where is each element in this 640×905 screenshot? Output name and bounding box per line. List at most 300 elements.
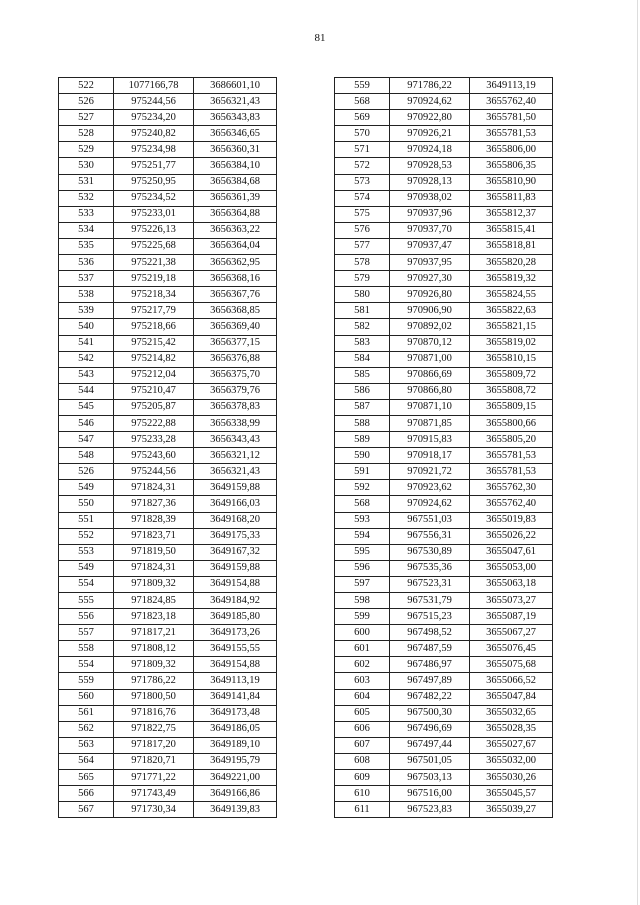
y-coordinate-cell: 3649175,33 bbox=[194, 528, 277, 544]
table-row bbox=[59, 448, 277, 464]
y-coordinate-cell: 3655063,18 bbox=[470, 576, 553, 592]
point-number-cell: 563 bbox=[59, 737, 114, 753]
table-row bbox=[59, 673, 277, 689]
table-row bbox=[335, 351, 553, 367]
y-coordinate-cell: 3655781,53 bbox=[470, 126, 553, 142]
y-coordinate-cell: 3655039,27 bbox=[470, 802, 553, 818]
x-coordinate-cell: 975217,79 bbox=[114, 303, 194, 319]
point-number-cell: 585 bbox=[335, 367, 390, 383]
table-row bbox=[335, 432, 553, 448]
y-coordinate-cell: 3649166,86 bbox=[194, 786, 277, 802]
point-number-cell: 548 bbox=[59, 448, 114, 464]
y-coordinate-cell: 3655073,27 bbox=[470, 593, 553, 609]
point-number-cell: 541 bbox=[59, 335, 114, 351]
page-number: 81 bbox=[314, 32, 326, 44]
table-row bbox=[335, 383, 553, 399]
point-number-cell: 537 bbox=[59, 271, 114, 287]
y-coordinate-cell: 3655819,02 bbox=[470, 335, 553, 351]
y-coordinate-cell: 3655806,35 bbox=[470, 158, 553, 174]
y-coordinate-cell: 3655032,00 bbox=[470, 753, 553, 769]
y-coordinate-cell: 3655019,83 bbox=[470, 512, 553, 528]
table-row bbox=[335, 528, 553, 544]
x-coordinate-cell: 971820,71 bbox=[114, 753, 194, 769]
y-coordinate-cell: 3655781,53 bbox=[470, 464, 553, 480]
y-coordinate-cell: 3656321,43 bbox=[194, 94, 277, 110]
y-coordinate-cell: 3649113,19 bbox=[194, 673, 277, 689]
x-coordinate-cell: 971817,21 bbox=[114, 625, 194, 641]
table-row bbox=[335, 721, 553, 737]
point-number-cell: 603 bbox=[335, 673, 390, 689]
coordinates-table-right bbox=[334, 77, 553, 818]
point-number-cell: 575 bbox=[335, 206, 390, 222]
y-coordinate-cell: 3655815,41 bbox=[470, 222, 553, 238]
x-coordinate-cell: 971823,71 bbox=[114, 528, 194, 544]
x-coordinate-cell: 975218,66 bbox=[114, 319, 194, 335]
y-coordinate-cell: 3656369,40 bbox=[194, 319, 277, 335]
x-coordinate-cell: 975222,88 bbox=[114, 415, 194, 431]
point-number-cell: 530 bbox=[59, 158, 114, 174]
x-coordinate-cell: 975212,04 bbox=[114, 367, 194, 383]
x-coordinate-cell: 970937,95 bbox=[390, 255, 470, 271]
y-coordinate-cell: 3686601,10 bbox=[194, 78, 277, 94]
point-number-cell: 527 bbox=[59, 110, 114, 126]
x-coordinate-cell: 967497,44 bbox=[390, 737, 470, 753]
x-coordinate-cell: 967535,36 bbox=[390, 560, 470, 576]
point-number-cell: 561 bbox=[59, 705, 114, 721]
point-number-cell: 535 bbox=[59, 238, 114, 254]
scan-edge-line bbox=[637, 0, 638, 905]
point-number-cell: 554 bbox=[59, 576, 114, 592]
table-row bbox=[59, 255, 277, 271]
point-number-cell: 607 bbox=[335, 737, 390, 753]
x-coordinate-cell: 967503,13 bbox=[390, 770, 470, 786]
y-coordinate-cell: 3655027,67 bbox=[470, 737, 553, 753]
point-number-cell: 571 bbox=[335, 142, 390, 158]
point-number-cell: 526 bbox=[59, 464, 114, 480]
table-row bbox=[59, 190, 277, 206]
x-coordinate-cell: 971808,12 bbox=[114, 641, 194, 657]
y-coordinate-cell: 3655820,28 bbox=[470, 255, 553, 271]
point-number-cell: 568 bbox=[335, 496, 390, 512]
x-coordinate-cell: 975244,56 bbox=[114, 94, 194, 110]
table-row bbox=[335, 448, 553, 464]
point-number-cell: 588 bbox=[335, 415, 390, 431]
y-coordinate-cell: 3656361,39 bbox=[194, 190, 277, 206]
table-row bbox=[59, 271, 277, 287]
table-row bbox=[59, 576, 277, 592]
point-number-cell: 583 bbox=[335, 335, 390, 351]
table-row bbox=[335, 560, 553, 576]
point-number-cell: 529 bbox=[59, 142, 114, 158]
point-number-cell: 568 bbox=[335, 94, 390, 110]
y-coordinate-cell: 3655030,26 bbox=[470, 770, 553, 786]
x-coordinate-cell: 975219,18 bbox=[114, 271, 194, 287]
table-row bbox=[335, 78, 553, 94]
table-row bbox=[59, 383, 277, 399]
table-row bbox=[59, 657, 277, 673]
y-coordinate-cell: 3655047,84 bbox=[470, 689, 553, 705]
y-coordinate-cell: 3649141,84 bbox=[194, 689, 277, 705]
point-number-cell: 554 bbox=[59, 657, 114, 673]
point-number-cell: 582 bbox=[335, 319, 390, 335]
y-coordinate-cell: 3655075,68 bbox=[470, 657, 553, 673]
table-row bbox=[59, 609, 277, 625]
x-coordinate-cell: 967501,05 bbox=[390, 753, 470, 769]
point-number-cell: 555 bbox=[59, 593, 114, 609]
x-coordinate-cell: 967523,83 bbox=[390, 802, 470, 818]
table-row bbox=[335, 770, 553, 786]
x-coordinate-cell: 975234,20 bbox=[114, 110, 194, 126]
table-row bbox=[335, 238, 553, 254]
point-number-cell: 611 bbox=[335, 802, 390, 818]
x-coordinate-cell: 970924,62 bbox=[390, 94, 470, 110]
y-coordinate-cell: 3655818,81 bbox=[470, 238, 553, 254]
x-coordinate-cell: 967497,89 bbox=[390, 673, 470, 689]
y-coordinate-cell: 3649189,10 bbox=[194, 737, 277, 753]
table-row bbox=[335, 544, 553, 560]
point-number-cell: 536 bbox=[59, 255, 114, 271]
x-coordinate-cell: 971809,32 bbox=[114, 657, 194, 673]
y-coordinate-cell: 3649139,83 bbox=[194, 802, 277, 818]
y-coordinate-cell: 3656376,88 bbox=[194, 351, 277, 367]
table-row bbox=[59, 319, 277, 335]
x-coordinate-cell: 975221,38 bbox=[114, 255, 194, 271]
table-row bbox=[335, 609, 553, 625]
x-coordinate-cell: 967486,97 bbox=[390, 657, 470, 673]
point-number-cell: 557 bbox=[59, 625, 114, 641]
y-coordinate-cell: 3655781,50 bbox=[470, 110, 553, 126]
table-row bbox=[59, 689, 277, 705]
y-coordinate-cell: 3655087,19 bbox=[470, 609, 553, 625]
table-row bbox=[59, 786, 277, 802]
point-number-cell: 528 bbox=[59, 126, 114, 142]
y-coordinate-cell: 3655028,35 bbox=[470, 721, 553, 737]
x-coordinate-cell: 970918,17 bbox=[390, 448, 470, 464]
x-coordinate-cell: 970870,12 bbox=[390, 335, 470, 351]
table-row bbox=[335, 255, 553, 271]
x-coordinate-cell: 971824,31 bbox=[114, 480, 194, 496]
x-coordinate-cell: 975244,56 bbox=[114, 464, 194, 480]
table-row bbox=[59, 721, 277, 737]
y-coordinate-cell: 3656343,83 bbox=[194, 110, 277, 126]
y-coordinate-cell: 3655810,15 bbox=[470, 351, 553, 367]
table-row bbox=[59, 174, 277, 190]
point-number-cell: 566 bbox=[59, 786, 114, 802]
table-row bbox=[335, 206, 553, 222]
x-coordinate-cell: 967523,31 bbox=[390, 576, 470, 592]
point-number-cell: 550 bbox=[59, 496, 114, 512]
x-coordinate-cell: 970924,62 bbox=[390, 496, 470, 512]
x-coordinate-cell: 970937,96 bbox=[390, 206, 470, 222]
y-coordinate-cell: 3655781,53 bbox=[470, 448, 553, 464]
y-coordinate-cell: 3655806,00 bbox=[470, 142, 553, 158]
x-coordinate-cell: 970871,10 bbox=[390, 399, 470, 415]
point-number-cell: 522 bbox=[59, 78, 114, 94]
y-coordinate-cell: 3656368,16 bbox=[194, 271, 277, 287]
y-coordinate-cell: 3656321,43 bbox=[194, 464, 277, 480]
table-row bbox=[335, 464, 553, 480]
y-coordinate-cell: 3656364,88 bbox=[194, 206, 277, 222]
table-row bbox=[59, 512, 277, 528]
point-number-cell: 600 bbox=[335, 625, 390, 641]
x-coordinate-cell: 967515,23 bbox=[390, 609, 470, 625]
point-number-cell: 556 bbox=[59, 609, 114, 625]
table-row bbox=[335, 673, 553, 689]
point-number-cell: 552 bbox=[59, 528, 114, 544]
x-coordinate-cell: 975205,87 bbox=[114, 399, 194, 415]
x-coordinate-cell: 971743,49 bbox=[114, 786, 194, 802]
point-number-cell: 558 bbox=[59, 641, 114, 657]
table-row bbox=[59, 222, 277, 238]
table-row bbox=[335, 335, 553, 351]
x-coordinate-cell: 975234,98 bbox=[114, 142, 194, 158]
y-coordinate-cell: 3649195,79 bbox=[194, 753, 277, 769]
point-number-cell: 609 bbox=[335, 770, 390, 786]
x-coordinate-cell: 975210,47 bbox=[114, 383, 194, 399]
y-coordinate-cell: 3655026,22 bbox=[470, 528, 553, 544]
point-number-cell: 570 bbox=[335, 126, 390, 142]
x-coordinate-cell: 971730,34 bbox=[114, 802, 194, 818]
table-row bbox=[335, 641, 553, 657]
table-row bbox=[335, 367, 553, 383]
table-row bbox=[335, 786, 553, 802]
x-coordinate-cell: 970922,80 bbox=[390, 110, 470, 126]
table-row bbox=[59, 753, 277, 769]
x-coordinate-cell: 970915,83 bbox=[390, 432, 470, 448]
table-row bbox=[59, 802, 277, 818]
point-number-cell: 606 bbox=[335, 721, 390, 737]
point-number-cell: 598 bbox=[335, 593, 390, 609]
point-number-cell: 559 bbox=[59, 673, 114, 689]
point-number-cell: 601 bbox=[335, 641, 390, 657]
table-row bbox=[335, 222, 553, 238]
y-coordinate-cell: 3656368,85 bbox=[194, 303, 277, 319]
x-coordinate-cell: 971823,18 bbox=[114, 609, 194, 625]
point-number-cell: 533 bbox=[59, 206, 114, 222]
x-coordinate-cell: 971786,22 bbox=[390, 78, 470, 94]
x-coordinate-cell: 975233,01 bbox=[114, 206, 194, 222]
y-coordinate-cell: 3655762,40 bbox=[470, 496, 553, 512]
x-coordinate-cell: 971819,50 bbox=[114, 544, 194, 560]
y-coordinate-cell: 3649166,03 bbox=[194, 496, 277, 512]
point-number-cell: 577 bbox=[335, 238, 390, 254]
y-coordinate-cell: 3656346,65 bbox=[194, 126, 277, 142]
table-row bbox=[335, 94, 553, 110]
table-row bbox=[59, 367, 277, 383]
point-number-cell: 597 bbox=[335, 576, 390, 592]
x-coordinate-cell: 970866,80 bbox=[390, 383, 470, 399]
point-number-cell: 599 bbox=[335, 609, 390, 625]
x-coordinate-cell: 970923,62 bbox=[390, 480, 470, 496]
table-row bbox=[59, 399, 277, 415]
x-coordinate-cell: 971809,32 bbox=[114, 576, 194, 592]
table-row bbox=[335, 303, 553, 319]
y-coordinate-cell: 3649159,88 bbox=[194, 560, 277, 576]
x-coordinate-cell: 975218,34 bbox=[114, 287, 194, 303]
table-row bbox=[59, 110, 277, 126]
y-coordinate-cell: 3649173,48 bbox=[194, 705, 277, 721]
table-row bbox=[59, 625, 277, 641]
x-coordinate-cell: 971786,22 bbox=[114, 673, 194, 689]
table-row bbox=[335, 190, 553, 206]
y-coordinate-cell: 3649173,26 bbox=[194, 625, 277, 641]
x-coordinate-cell: 971828,39 bbox=[114, 512, 194, 528]
point-number-cell: 605 bbox=[335, 705, 390, 721]
x-coordinate-cell: 971771,22 bbox=[114, 770, 194, 786]
point-number-cell: 560 bbox=[59, 689, 114, 705]
table-row bbox=[59, 737, 277, 753]
point-number-cell: 542 bbox=[59, 351, 114, 367]
table-row bbox=[335, 512, 553, 528]
point-number-cell: 547 bbox=[59, 432, 114, 448]
x-coordinate-cell: 967530,89 bbox=[390, 544, 470, 560]
y-coordinate-cell: 3649221,00 bbox=[194, 770, 277, 786]
y-coordinate-cell: 3649159,88 bbox=[194, 480, 277, 496]
point-number-cell: 543 bbox=[59, 367, 114, 383]
x-coordinate-cell: 970926,21 bbox=[390, 126, 470, 142]
x-coordinate-cell: 967516,00 bbox=[390, 786, 470, 802]
point-number-cell: 534 bbox=[59, 222, 114, 238]
x-coordinate-cell: 971822,75 bbox=[114, 721, 194, 737]
x-coordinate-cell: 971800,50 bbox=[114, 689, 194, 705]
y-coordinate-cell: 3656362,95 bbox=[194, 255, 277, 271]
point-number-cell: 590 bbox=[335, 448, 390, 464]
point-number-cell: 581 bbox=[335, 303, 390, 319]
y-coordinate-cell: 3649154,88 bbox=[194, 657, 277, 673]
x-coordinate-cell: 970906,90 bbox=[390, 303, 470, 319]
table-row bbox=[335, 753, 553, 769]
y-coordinate-cell: 3655762,30 bbox=[470, 480, 553, 496]
point-number-cell: 586 bbox=[335, 383, 390, 399]
x-coordinate-cell: 967500,30 bbox=[390, 705, 470, 721]
point-number-cell: 569 bbox=[335, 110, 390, 126]
x-coordinate-cell: 970928,53 bbox=[390, 158, 470, 174]
point-number-cell: 587 bbox=[335, 399, 390, 415]
point-number-cell: 574 bbox=[335, 190, 390, 206]
y-coordinate-cell: 3656378,83 bbox=[194, 399, 277, 415]
y-coordinate-cell: 3655824,55 bbox=[470, 287, 553, 303]
y-coordinate-cell: 3655762,40 bbox=[470, 94, 553, 110]
x-coordinate-cell: 970927,30 bbox=[390, 271, 470, 287]
table-row bbox=[335, 174, 553, 190]
y-coordinate-cell: 3656379,76 bbox=[194, 383, 277, 399]
y-coordinate-cell: 3649113,19 bbox=[470, 78, 553, 94]
table-row bbox=[59, 705, 277, 721]
table-row bbox=[59, 351, 277, 367]
x-coordinate-cell: 975226,13 bbox=[114, 222, 194, 238]
x-coordinate-cell: 975233,28 bbox=[114, 432, 194, 448]
table-row bbox=[59, 206, 277, 222]
table-row bbox=[335, 158, 553, 174]
table-row bbox=[59, 560, 277, 576]
point-number-cell: 544 bbox=[59, 383, 114, 399]
table-row bbox=[59, 432, 277, 448]
x-coordinate-cell: 970928,13 bbox=[390, 174, 470, 190]
table-row bbox=[59, 158, 277, 174]
x-coordinate-cell: 975215,42 bbox=[114, 335, 194, 351]
point-number-cell: 564 bbox=[59, 753, 114, 769]
x-coordinate-cell: 970921,72 bbox=[390, 464, 470, 480]
table-row bbox=[335, 657, 553, 673]
point-number-cell: 580 bbox=[335, 287, 390, 303]
y-coordinate-cell: 3649167,32 bbox=[194, 544, 277, 560]
point-number-cell: 573 bbox=[335, 174, 390, 190]
table-row bbox=[59, 126, 277, 142]
y-coordinate-cell: 3655812,37 bbox=[470, 206, 553, 222]
x-coordinate-cell: 975234,52 bbox=[114, 190, 194, 206]
point-number-cell: 602 bbox=[335, 657, 390, 673]
table-row bbox=[59, 770, 277, 786]
table-row bbox=[59, 480, 277, 496]
y-coordinate-cell: 3649186,05 bbox=[194, 721, 277, 737]
x-coordinate-cell: 970937,70 bbox=[390, 222, 470, 238]
table-row bbox=[59, 78, 277, 94]
y-coordinate-cell: 3649155,55 bbox=[194, 641, 277, 657]
table-row bbox=[335, 399, 553, 415]
table-row bbox=[335, 287, 553, 303]
x-coordinate-cell: 975251,77 bbox=[114, 158, 194, 174]
y-coordinate-cell: 3656343,43 bbox=[194, 432, 277, 448]
point-number-cell: 610 bbox=[335, 786, 390, 802]
x-coordinate-cell: 975225,68 bbox=[114, 238, 194, 254]
point-number-cell: 567 bbox=[59, 802, 114, 818]
point-number-cell: 526 bbox=[59, 94, 114, 110]
point-number-cell: 532 bbox=[59, 190, 114, 206]
table-row bbox=[335, 625, 553, 641]
x-coordinate-cell: 971824,85 bbox=[114, 593, 194, 609]
y-coordinate-cell: 3656384,10 bbox=[194, 158, 277, 174]
y-coordinate-cell: 3655809,72 bbox=[470, 367, 553, 383]
x-coordinate-cell: 970866,69 bbox=[390, 367, 470, 383]
point-number-cell: 604 bbox=[335, 689, 390, 705]
point-number-cell: 553 bbox=[59, 544, 114, 560]
y-coordinate-cell: 3655819,32 bbox=[470, 271, 553, 287]
point-number-cell: 572 bbox=[335, 158, 390, 174]
x-coordinate-cell: 970871,85 bbox=[390, 415, 470, 431]
y-coordinate-cell: 3649184,92 bbox=[194, 593, 277, 609]
point-number-cell: 565 bbox=[59, 770, 114, 786]
y-coordinate-cell: 3655076,45 bbox=[470, 641, 553, 657]
point-number-cell: 594 bbox=[335, 528, 390, 544]
x-coordinate-cell: 967482,22 bbox=[390, 689, 470, 705]
y-coordinate-cell: 3656338,99 bbox=[194, 415, 277, 431]
y-coordinate-cell: 3655066,52 bbox=[470, 673, 553, 689]
point-number-cell: 531 bbox=[59, 174, 114, 190]
table-row bbox=[59, 287, 277, 303]
x-coordinate-cell: 971827,36 bbox=[114, 496, 194, 512]
y-coordinate-cell: 3655800,66 bbox=[470, 415, 553, 431]
y-coordinate-cell: 3656377,15 bbox=[194, 335, 277, 351]
point-number-cell: 549 bbox=[59, 560, 114, 576]
table-row bbox=[59, 335, 277, 351]
table-row bbox=[335, 415, 553, 431]
point-number-cell: 559 bbox=[335, 78, 390, 94]
y-coordinate-cell: 3656363,22 bbox=[194, 222, 277, 238]
y-coordinate-cell: 3649154,88 bbox=[194, 576, 277, 592]
table-row bbox=[335, 705, 553, 721]
point-number-cell: 549 bbox=[59, 480, 114, 496]
table-row bbox=[59, 94, 277, 110]
table-row bbox=[59, 464, 277, 480]
x-coordinate-cell: 971824,31 bbox=[114, 560, 194, 576]
table-row bbox=[59, 238, 277, 254]
point-number-cell: 576 bbox=[335, 222, 390, 238]
y-coordinate-cell: 3655805,20 bbox=[470, 432, 553, 448]
table-row bbox=[59, 528, 277, 544]
x-coordinate-cell: 967487,59 bbox=[390, 641, 470, 657]
point-number-cell: 596 bbox=[335, 560, 390, 576]
x-coordinate-cell: 967551,03 bbox=[390, 512, 470, 528]
